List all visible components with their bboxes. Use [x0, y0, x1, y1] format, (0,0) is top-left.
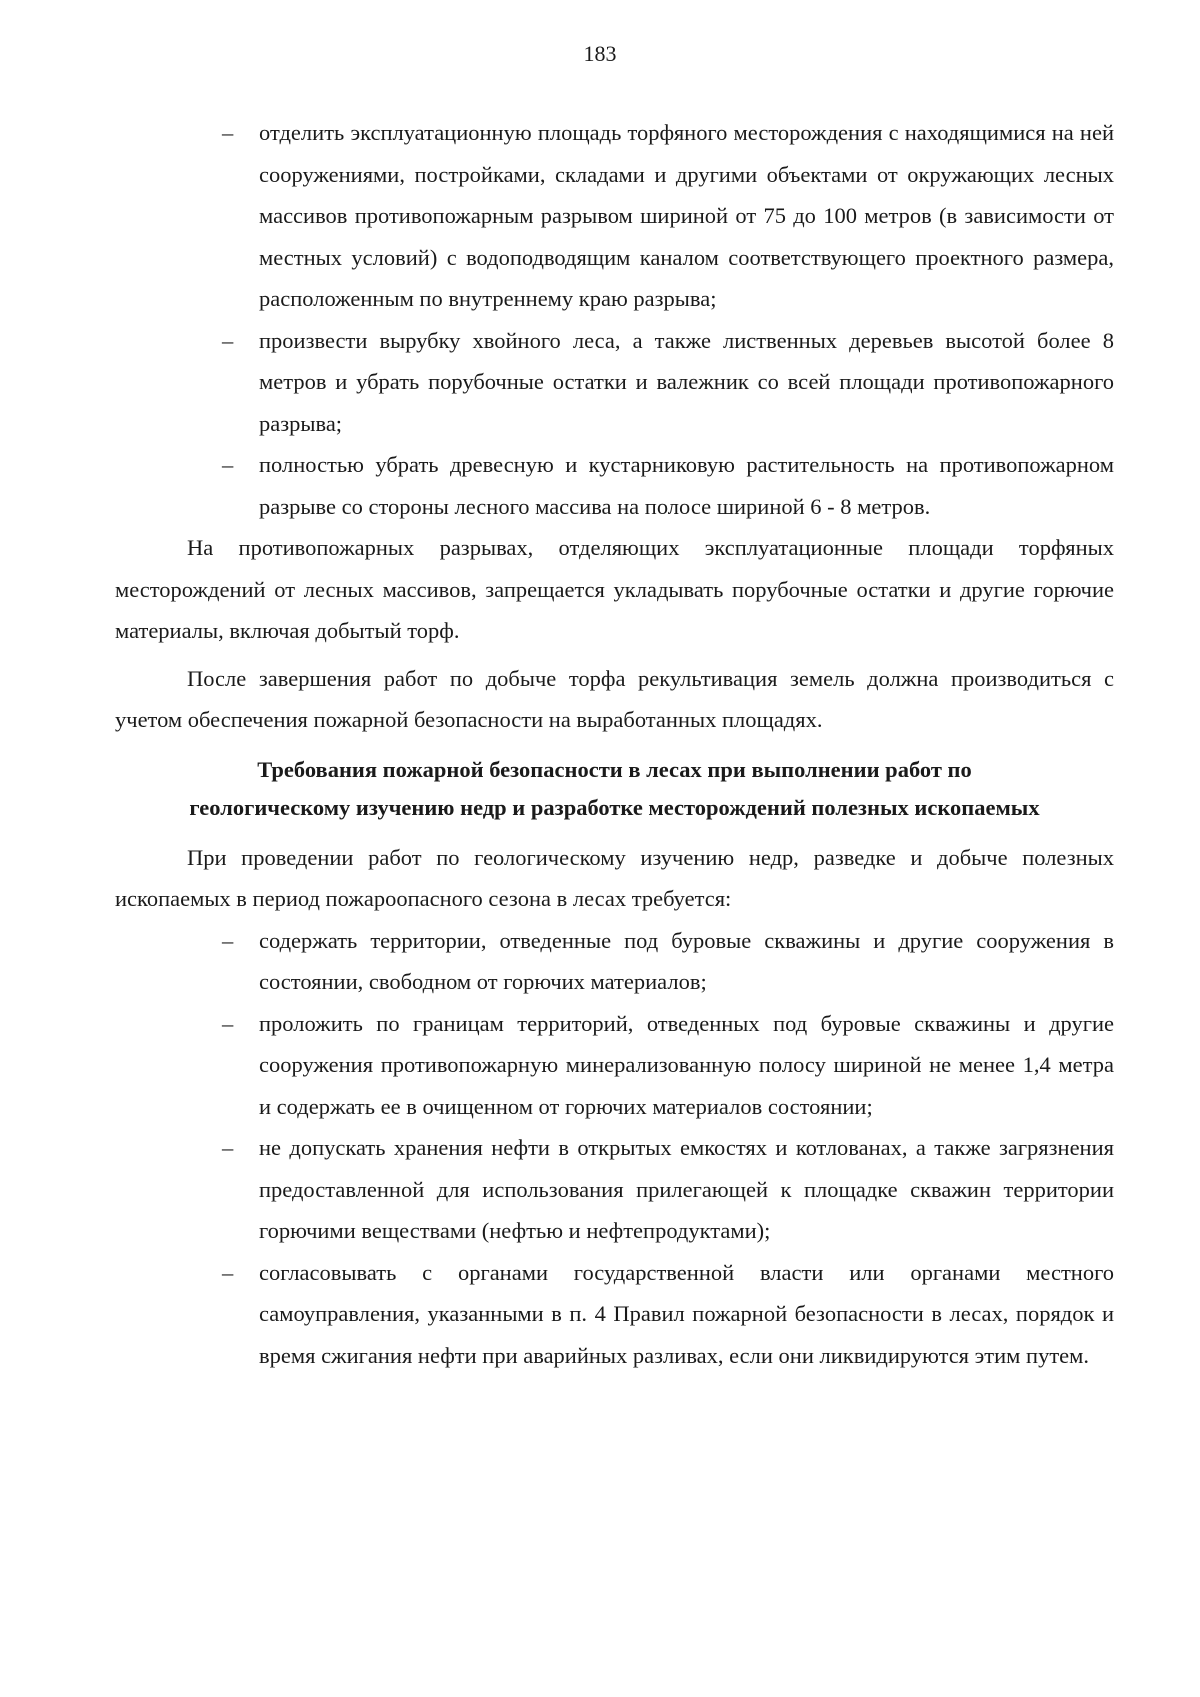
list-item-text: отделить эксплуатационную площадь торфяного месторождения с находящимися на ней сооружениями, постройками, складами и другими объектами от окружающих лесных массивов противопожарным разрывом шириной от 75 до 100 метров (в зависимости от местных условий) с водоподводящим каналом соответствующего проектного размера, расположенным по внутреннему краю разрыва; — [259, 120, 1114, 311]
paragraph-firebreaks: На противопожарных разрывах, отделяющих эксплуатационные площади торфяных месторождений от лесных массивов, запрещается укладывать порубочные остатки и другие горючие материалы, включая добытый торф. — [115, 535, 1114, 643]
list-item — [115, 320, 1114, 445]
dash-bullet: – — [222, 120, 234, 145]
section-heading — [115, 751, 1114, 827]
list-item-text: не допускать хранения нефти в открытых емкостях и котлованах, а также загрязнения предоставленной для использования прилегающей к площадке скважин территории горючими веществами (нефтью и нефтепродуктами); — [259, 1135, 1114, 1243]
list-item-text: проложить по границам территорий, отведенных под буровые скважины и другие сооружения противопожарную минерализованную полосу шириной не менее 1,4 метра и содержать ее в очищенном от горючих материалов состоянии; — [259, 1010, 1114, 1119]
paragraph-requirements-intro: При проведении работ по геологическому изучению недр, разведке и добыче полезных ископаемых в период пожароопасного сезона в лесах требуется: — [115, 844, 1114, 911]
dash-bullet: – — [222, 1135, 234, 1160]
list-item-text: полностью убрать древесную и кустарниковую растительность на противопожарном разрыве со стороны лесного массива на полосе шириной 6 - 8 метров. — [259, 452, 1114, 519]
list-item — [115, 1127, 1114, 1252]
list-item — [115, 112, 1114, 320]
list-item-text: содержать территории, отведенные под буровые скважины и другие сооружения в состоянии, свободном от горючих материалов; — [259, 927, 1114, 994]
list-item — [115, 444, 1114, 527]
dash-bullet: – — [222, 1010, 234, 1036]
dash-bullet: – — [222, 327, 234, 353]
list-item — [115, 920, 1114, 1003]
list-item — [115, 1003, 1114, 1128]
bullet-list-geology — [115, 920, 1114, 1377]
section-heading-line-2: геологическому изучению недр и разработке месторождений полезных ископаемых — [189, 794, 1040, 820]
dash-bullet: – — [222, 927, 234, 953]
list-item-text: произвести вырубку хвойного леса, а также лиственных деревьев высотой более 8 метров и убрать порубочные остатки и валежник со всей площади противопожарного разрыва; — [259, 327, 1114, 436]
dash-bullet: – — [222, 452, 234, 477]
list-item-text: согласовывать с органами государственной власти или органами местного самоуправления, указанными в п. 4 Правил пожарной безопасности в лесах, порядок и время сжигания нефти при аварийных разливах, если они ликвидируются этим путем. — [259, 1259, 1114, 1368]
dash-bullet: – — [222, 1259, 234, 1285]
section-heading-line-1: Требования пожарной безопасности в лесах при выполнении работ по — [257, 756, 972, 782]
bullet-list-peat — [115, 112, 1114, 527]
page-number: 183 — [583, 41, 617, 66]
paragraph-recultivation: После завершения работ по добыче торфа рекультивация земель должна производиться с учетом обеспечения пожарной безопасности на выработанных площадях. — [115, 665, 1114, 732]
page-content — [115, 112, 1114, 1376]
list-item — [115, 1252, 1114, 1377]
